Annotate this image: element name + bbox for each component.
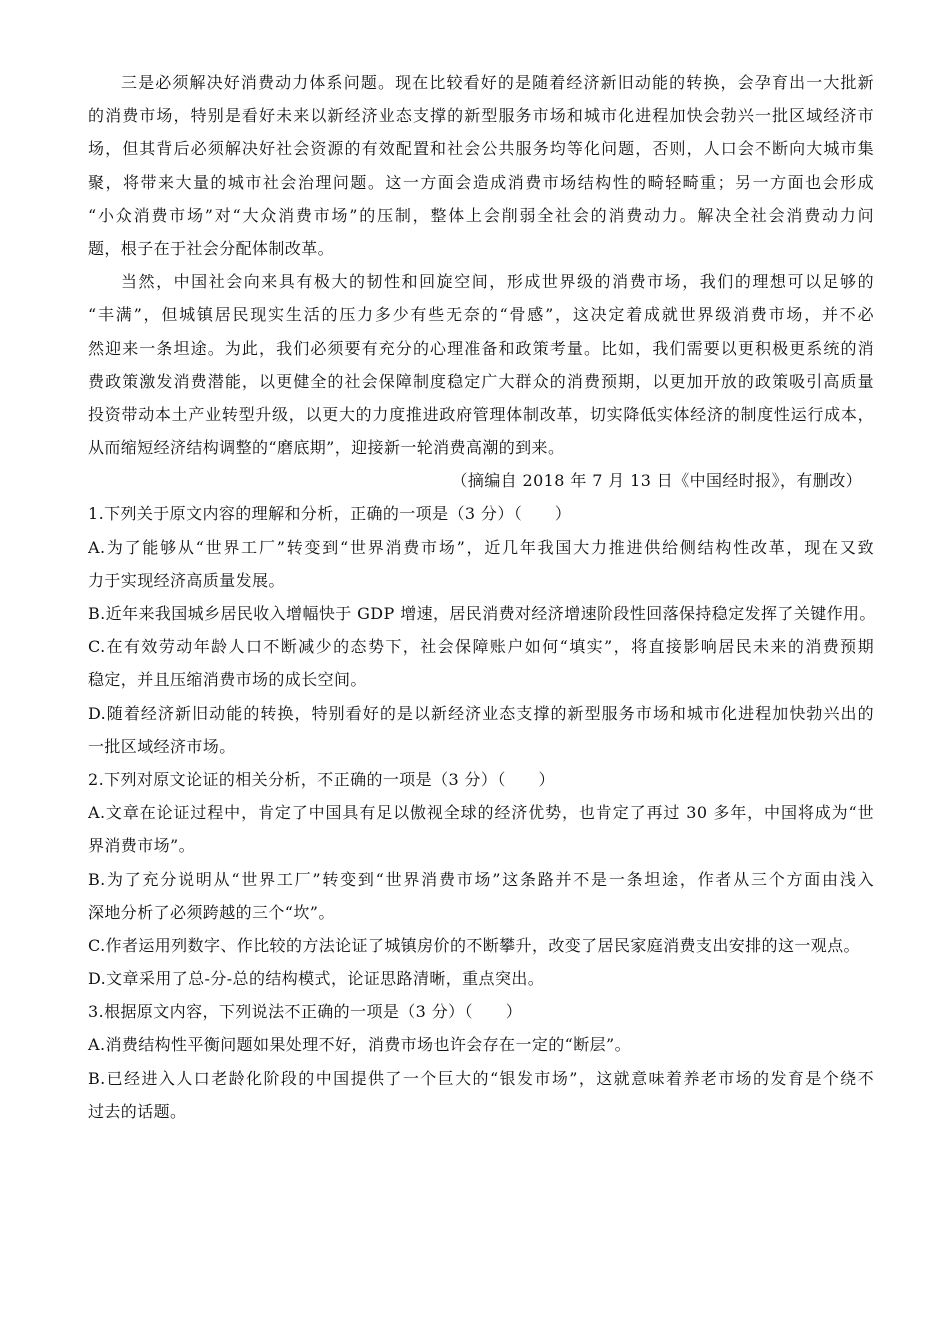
text-line: 聚，将带来大量的城市社会治理问题。这一方面会造成消费市场结构性的畸轻畸重；另一方面也会形成 — [88, 172, 874, 192]
question-stem: 1.下列关于原文内容的理解和分析，正确的一项是（3 分）（ ） — [88, 504, 572, 524]
option-c-cont: 稳定，并且压缩消费市场的成长空间。 — [88, 670, 367, 690]
option-a-cont: 力于实现经济高质量发展。 — [88, 570, 285, 590]
option-b-cont: 深地分析了必须跨越的三个“坎”。 — [88, 902, 335, 922]
option-a-cont: 界消费市场”。 — [88, 836, 195, 856]
text-line: “丰满”，但城镇居民现实生活的压力多少有些无奈的“骨感”，这决定着成就世界级消费市场，并不必 — [88, 305, 874, 325]
option-a: A.为了能够从“世界工厂”转变到“世界消费市场”，近几年我国大力推进供给侧结构性改革，现在又致 — [88, 537, 874, 557]
text-line: 费政策激发消费潜能，以更健全的社会保障制度稳定广大群众的消费预期，以更加开放的政策吸引高质量 — [88, 371, 874, 391]
question-1 — [88, 497, 874, 763]
option-b-cont: 过去的话题。 — [88, 1101, 187, 1121]
option-b: B.已经进入人口老龄化阶段的中国提供了一个巨大的“银发市场”，这就意味着养老市场的发育是个绕不 — [88, 1068, 874, 1088]
option-d-cont: 一批区域经济市场。 — [88, 736, 236, 756]
text-line: 场，但其背后必须解决好社会资源的有效配置和社会公共服务均等化问题，否则，人口会不断向大城市集 — [88, 139, 874, 159]
text-line: 的消费市场，特别是看好未来以新经济业态支撑的新型服务市场和城市化进程加快会勃兴一批区域经济市 — [88, 106, 874, 126]
text-line: 三是必须解决好消费动力体系问题。现在比较看好的是随着经济新旧动能的转换，会孕育出一大批新 — [121, 73, 874, 92]
question-3 — [88, 995, 874, 1128]
question-2 — [88, 763, 874, 995]
option-a: A.文章在论证过程中，肯定了中国具有足以傲视全球的经济优势，也肯定了再过 30 多年，中国将成为“世 — [88, 803, 874, 823]
option-c: C.在有效劳动年龄人口不断减少的态势下，社会保障账户如何“填实”，将直接影响居民未来的消费预期 — [88, 637, 874, 657]
text-line: 然迎来一条坦途。为此，我们必须要有充分的心理准备和政策考量。比如，我们需要以更积极更系统的消 — [88, 338, 874, 358]
question-stem: 2.下列对原文论证的相关分析，不正确的一项是（3 分）（ ） — [88, 769, 555, 789]
paragraph-consumption-drive — [88, 66, 874, 265]
option-b: B.为了充分说明从“世界工厂”转变到“世界消费市场”这条路并不是一条坦途，作者从三个方面由浅入 — [88, 869, 874, 889]
document-page — [88, 66, 874, 1128]
option-d: D.随着经济新旧动能的转换，特别看好的是以新经济业态支撑的新型服务市场和城市化进程加快勃兴出的 — [88, 703, 874, 723]
source-citation: （摘编自 2018 年 7 月 13 日《中国经时报》，有删改） — [451, 471, 862, 491]
text-line: 当然，中国社会向来具有极大的韧性和回旋空间，形成世界级的消费市场，我们的理想可以足够的 — [121, 272, 874, 292]
paragraph-conclusion — [88, 265, 874, 464]
text-line: 从而缩短经济结构调整的“磨底期”，迎接新一轮消费高潮的到来。 — [88, 438, 565, 458]
option-a: A.消费结构性平衡问题如果处理不好，消费市场也许会存在一定的“断层”。 — [88, 1035, 632, 1055]
option-d: D.文章采用了总-分-总的结构模式，论证思路清晰，重点突出。 — [88, 969, 545, 989]
text-line: 投资带动本土产业转型升级，以更大的力度推进政府管理体制改革，切实降低实体经济的制度性运行成本， — [88, 404, 874, 424]
option-c: C.作者运用列数字、作比较的方法论证了城镇房价的不断攀升，改变了居民家庭消费支出安排的这一观点。 — [88, 935, 860, 955]
text-line: “小众消费市场”对“大众消费市场”的压制，整体上会削弱全社会的消费动力。解决全社会消费动力问 — [88, 205, 874, 225]
text-line: 题，根子在于社会分配体制改革。 — [88, 238, 335, 258]
question-stem: 3.根据原文内容，下列说法不正确的一项是（3 分）（ ） — [88, 1002, 523, 1022]
option-b: B.近年来我国城乡居民收入增幅快于 GDP 增速，居民消费对经济增速阶段性回落保持稳定发挥了关键作用。 — [88, 604, 876, 623]
